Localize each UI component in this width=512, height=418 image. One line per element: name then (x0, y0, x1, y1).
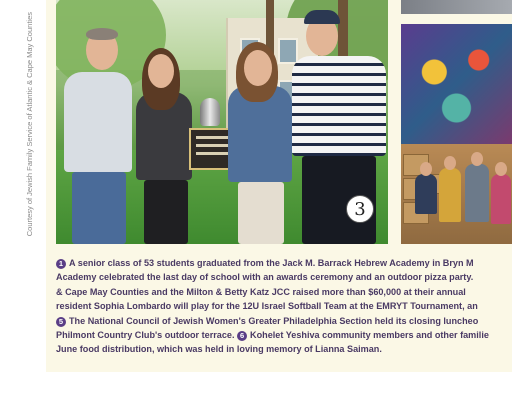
caption-number-badge: 1 (56, 259, 66, 269)
photo-volunteer (439, 168, 461, 222)
photo-number-badge: 3 (346, 195, 374, 223)
photo-volunteer-head (420, 162, 432, 176)
caption-line: Academy celebrated the last day of school with an awards ceremony and an outdoor pizza party. (56, 272, 474, 283)
photo-volunteer-head (471, 152, 483, 166)
person-torso (292, 56, 386, 156)
caption-text: The National Council of Jewish Women's Greater Philadelphia Section held its closing luncheo (69, 315, 479, 326)
person-legs (238, 182, 284, 244)
trophy-cup (200, 98, 220, 126)
caption-line (56, 328, 512, 342)
photo-credit (22, 11, 36, 237)
photo-mural (401, 24, 512, 144)
caption-line: & Cape May Counties and the Milton & Betty Katz JCC raised more than $60,000 at their annual (56, 286, 466, 297)
caption-text: Kohelet Yeshiva community members and other familie (250, 330, 489, 341)
caption-number-badge: 5 (56, 317, 66, 327)
plaque-line (196, 144, 228, 147)
person-legs (72, 172, 126, 244)
person-torso (64, 72, 132, 172)
caption-block (56, 256, 512, 357)
caption-text: A senior class of 53 students graduated from the Jack M. Barrack Hebrew Academy in Bryn M (69, 258, 474, 268)
plaque-line (196, 136, 228, 139)
photo-golf-award (56, 0, 388, 244)
person-legs (144, 180, 188, 244)
caption-line (56, 256, 512, 270)
caption-line: June food distribution, which was held in loving memory of Lianna Saiman. (56, 344, 382, 355)
photo-volunteer-head (444, 156, 456, 170)
photo-top-right (401, 0, 512, 14)
caption-number-badge: 6 (237, 331, 247, 341)
caption-text: Philmont Country Club's outdoor terrace. (56, 330, 235, 341)
person-cap (304, 10, 340, 24)
photo-window (278, 38, 298, 64)
plaque-line (196, 152, 228, 155)
person-head (244, 50, 272, 86)
photo-volunteer-head (495, 162, 507, 176)
caption-line: resident Sophia Lombardo will play for the 12U Israel Softball Team at the EMRYT Tournament, an (56, 301, 478, 312)
photo-volunteer (415, 174, 437, 214)
caption-line (56, 314, 512, 328)
photo-food-distribution (401, 24, 512, 244)
photo-credit-text: Courtesy of Jewish Family Service of Atlantic & Cape May Counties (24, 11, 34, 237)
person-head (148, 54, 174, 88)
photo-volunteer (465, 164, 489, 222)
photo-volunteer (491, 174, 511, 224)
person-hair (86, 28, 118, 40)
